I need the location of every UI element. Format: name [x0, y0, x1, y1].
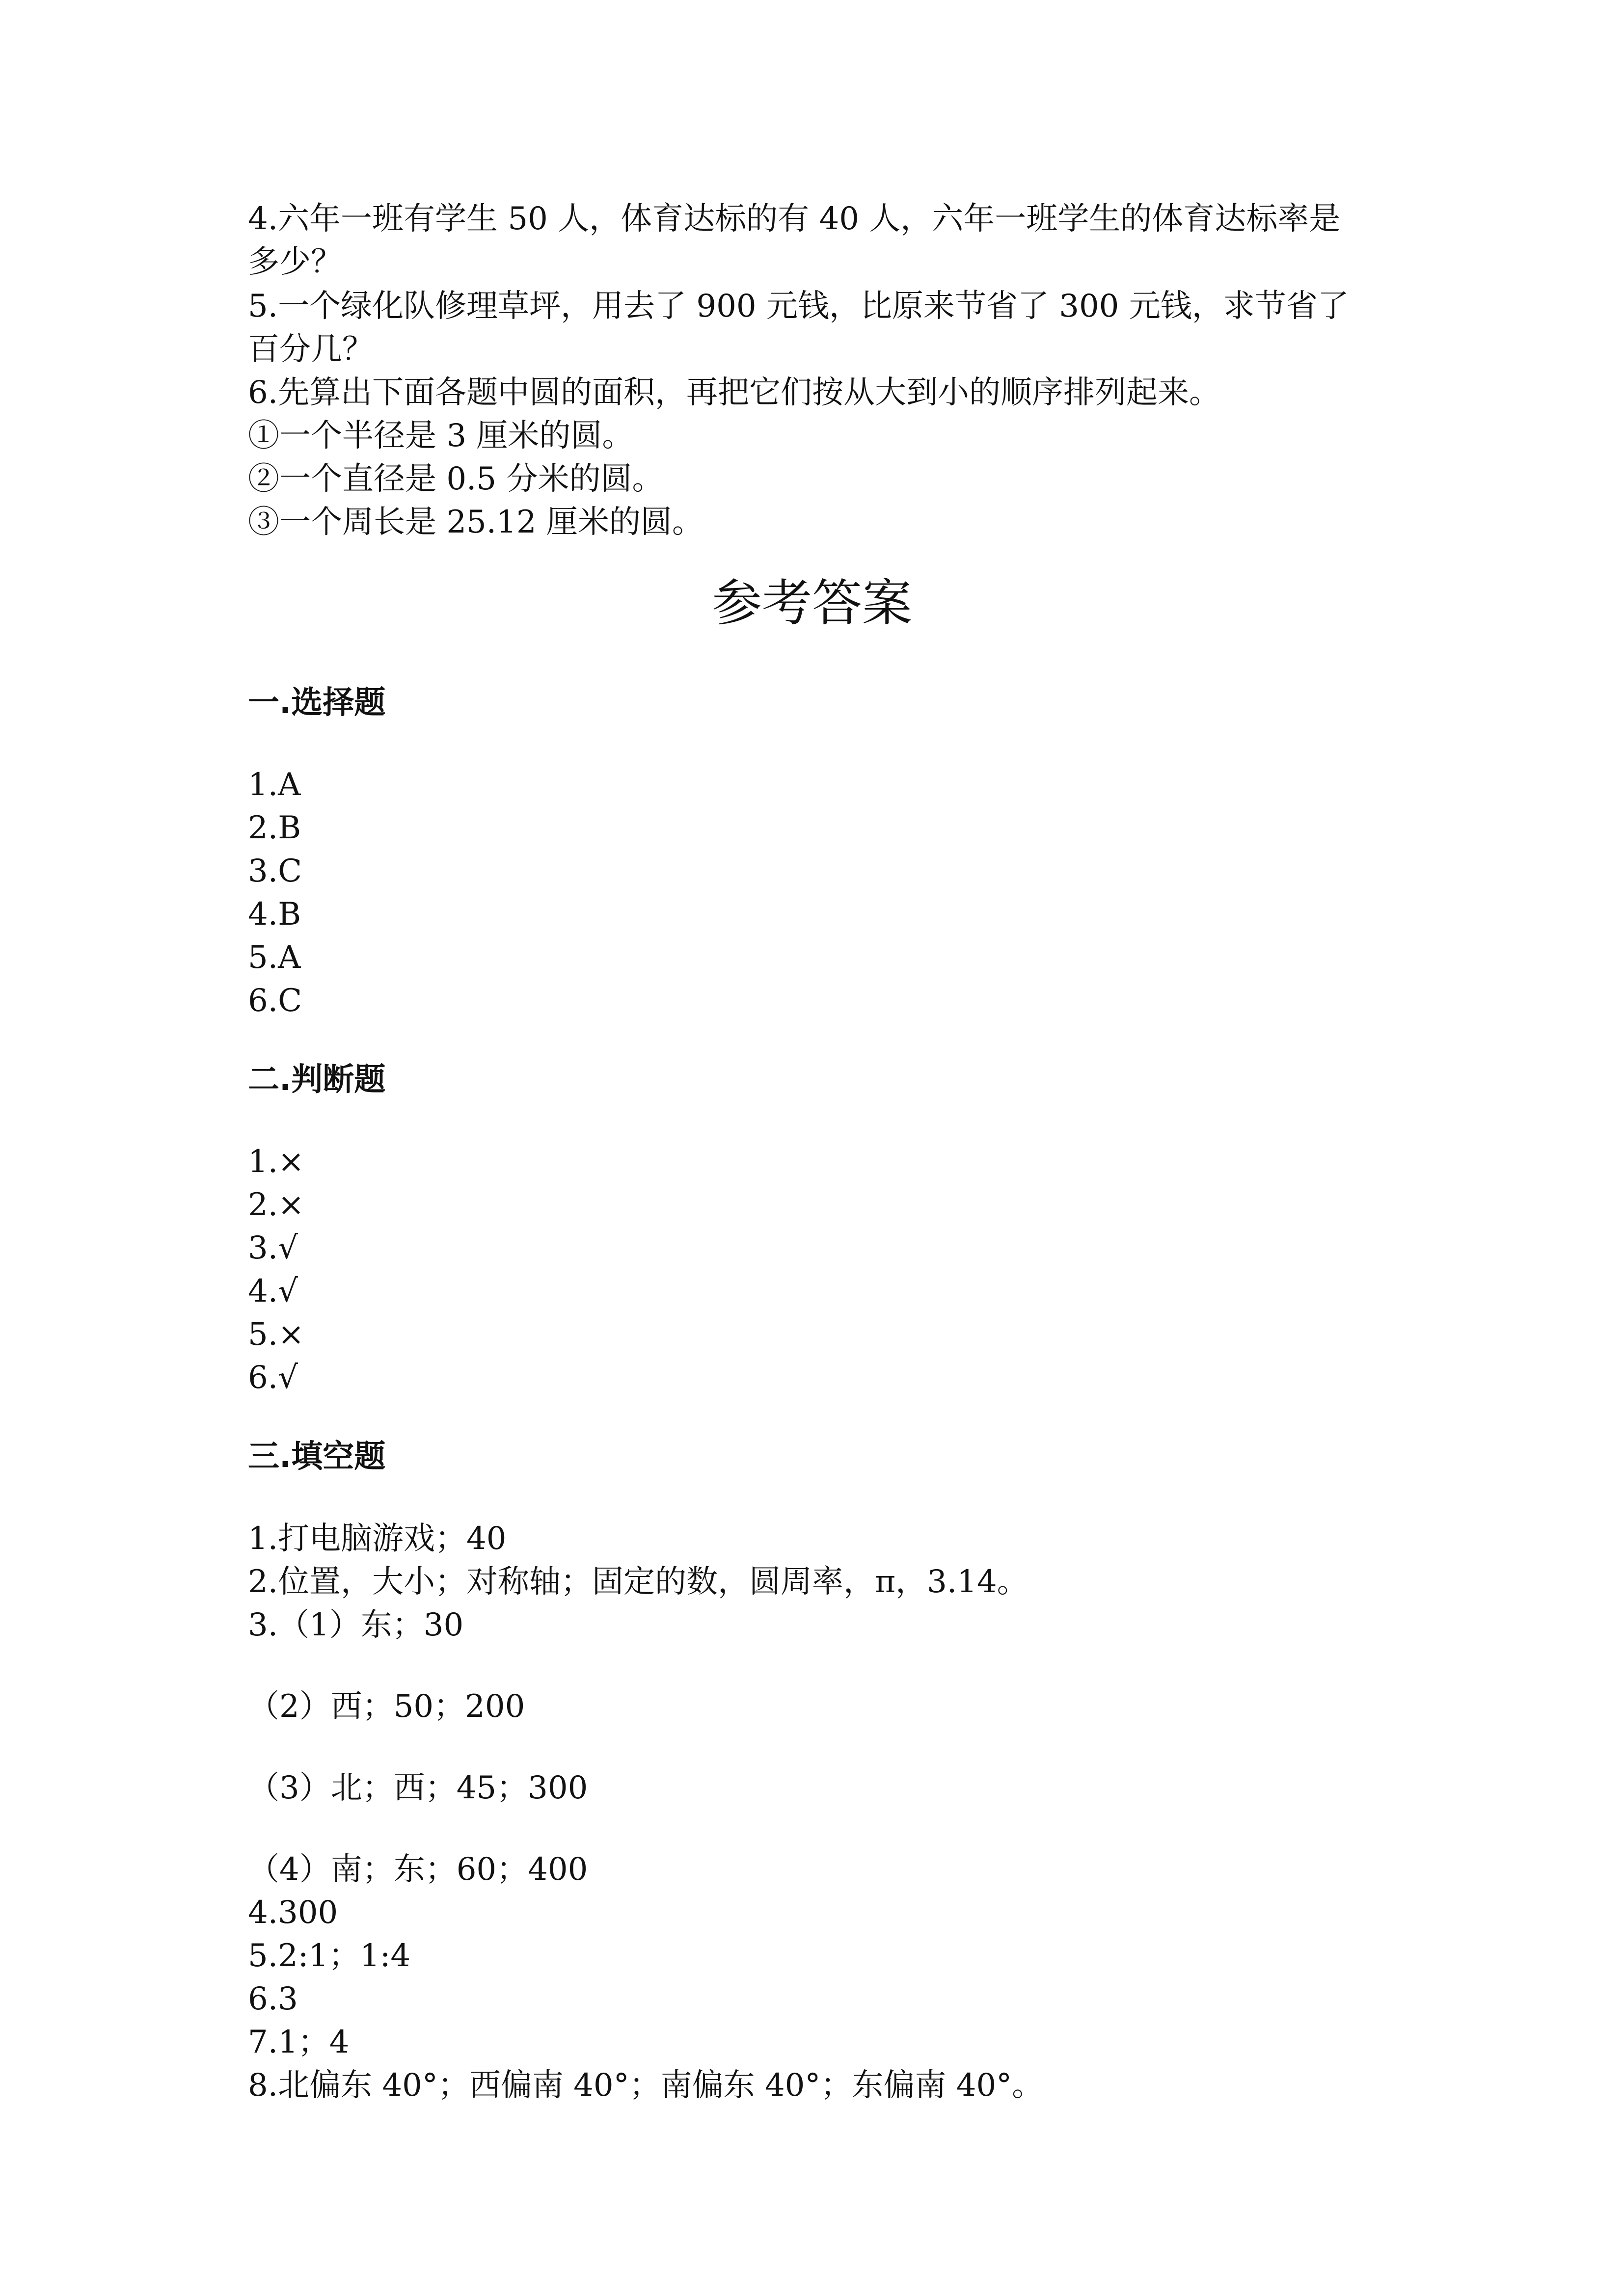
fill-answer: 3.（1）东；30: [248, 1607, 464, 1643]
question-6-item-3: ③一个周长是 25.12 厘米的圆。: [248, 504, 704, 540]
answers-title: 参考答案: [712, 574, 912, 633]
choice-answer: 5.A: [248, 939, 301, 976]
fill-answer: （3）北；西；45；300: [248, 1770, 588, 1806]
section-fill-title: 三.填空题: [248, 1439, 386, 1475]
question-6-item-2: ②一个直径是 0.5 分米的圆。: [248, 461, 664, 497]
judgement-answer: 2.×: [248, 1187, 304, 1223]
choice-answer: 3.C: [248, 853, 302, 889]
fill-answer: 1.打电脑游戏；40: [248, 1521, 507, 1557]
question-4-line-2: 多少？: [248, 244, 342, 280]
choice-answer: 4.B: [248, 896, 301, 933]
choice-answer: 1.A: [248, 767, 301, 803]
question-6-item-1: ①一个半径是 3 厘米的圆。: [248, 418, 634, 454]
fill-answer: 8.北偏东 40°；西偏南 40°；南偏东 40°；东偏南 40°。: [248, 2067, 1044, 2104]
section-choice-title: 一.选择题: [248, 685, 386, 721]
fill-answer: 5.2:1；1:4: [248, 1938, 411, 1974]
fill-answer: 6.3: [248, 1981, 298, 2017]
judgement-answer: 3.√: [248, 1230, 298, 1266]
section-judgement-title: 二.判断题: [248, 1062, 386, 1098]
fill-answer: （2）西；50；200: [248, 1688, 525, 1725]
fill-answer: （4）南；东；60；400: [248, 1851, 588, 1888]
choice-answer: 2.B: [248, 810, 301, 846]
judgement-answer: 6.√: [248, 1360, 298, 1396]
question-5-line-1: 5.一个绿化队修理草坪，用去了 900 元钱，比原来节省了 300 元钱，求节省了: [248, 288, 1349, 324]
judgement-answer: 4.√: [248, 1273, 298, 1309]
fill-answer: 7.1；4: [248, 2024, 350, 2060]
fill-answer: 4.300: [248, 1895, 338, 1931]
question-4-line-1: 4.六年一班有学生 50 人，体育达标的有 40 人，六年一班学生的体育达标率是: [248, 201, 1341, 237]
fill-answer: 2.位置，大小；对称轴；固定的数，圆周率，π，3.14。: [248, 1564, 1029, 1600]
choice-answer: 6.C: [248, 983, 302, 1019]
judgement-answer: 5.×: [248, 1316, 304, 1353]
question-5-line-2: 百分几？: [248, 331, 374, 368]
question-6-line-1: 6.先算出下面各题中圆的面积，再把它们按从大到小的顺序排列起来。: [248, 374, 1221, 411]
judgement-answer: 1.×: [248, 1144, 304, 1180]
